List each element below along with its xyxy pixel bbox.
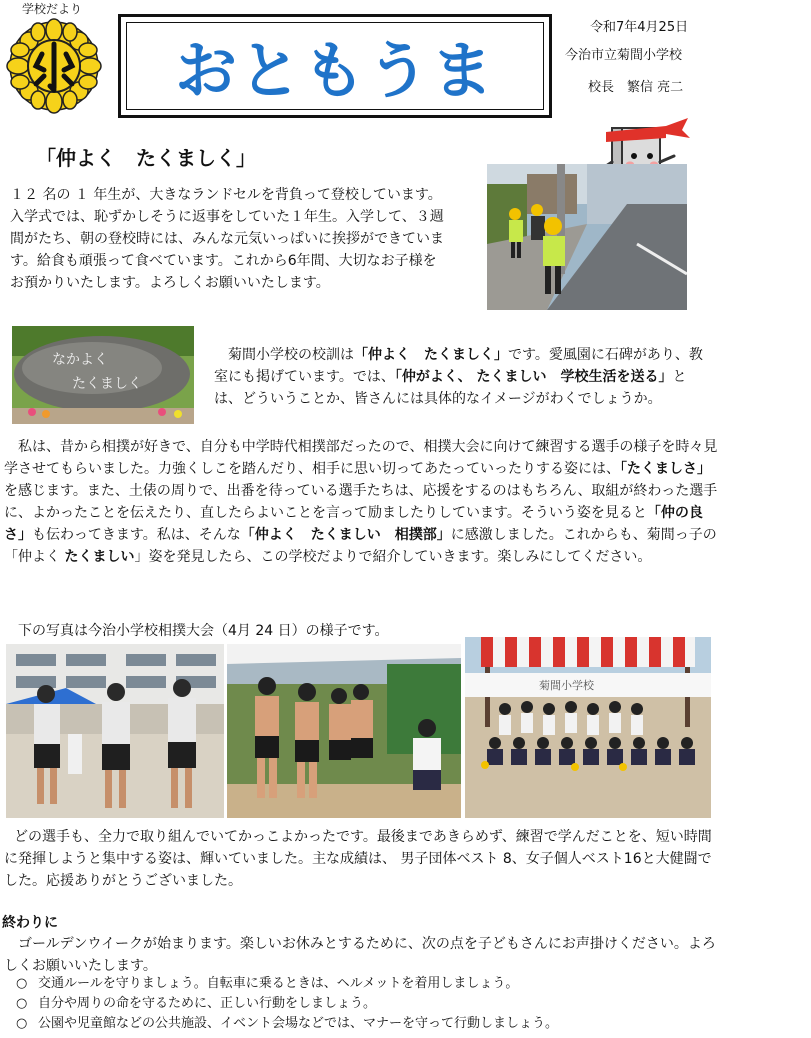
closing-heading: 終わりに [2,915,58,931]
paragraph-first-graders: １２ 名の １ 年生が、大きなランドセルを背負って登校しています。入学式では、恥ずかしそうに返事をしていた１年生。入学して、３週間がたち、朝の登校時には、みんな元気いっぱいに挨拶ができています。給食も頑張って食べています。これから6年間、大切なお子様をお預かりいたします。よろしくお願いいたします。 [10,187,444,291]
photo-stone-monument [12,326,194,424]
photo-sumo-boys [227,644,461,818]
list-item: ○ 公園や児童館などの公共施設、イベント会場などでは、マナーを守って行動しましょう。 [16,1014,716,1034]
bullet-circle-icon: ○ [16,976,28,991]
school-emblem-icon [6,18,102,114]
tent-banner-text: 菊間小学校 [539,679,594,692]
paragraph-golden-week: ゴールデンウイークが始まります。楽しいお休みとするために、次の点を子どもさんにお声掛けください。よろしくお願いいたします。 [4,936,716,974]
list-item: ○ 自分や周りの命を守るために、正しい行動をしましょう。 [16,994,716,1014]
paragraph-results: どの選手も、全力で取り組んでいてかっこよかったです。最後まであきらめず、練習で学んだことを、短い時間に発揮しようと集中する姿は、輝いていました。主な成績は、 男子団体ベスト 8、女子個人ベスト16と大健闘でした。応援ありがとうございました。 [4,829,712,889]
photo-sumo-girls [6,644,224,818]
headline: 「仲よく たくましく」 [36,146,256,170]
svg-text:たくましく: たくましく [72,376,142,392]
issue-date: 令和7年4月25日 [590,20,689,35]
bullet-circle-icon: ○ [16,1016,28,1031]
paragraph-school-motto: 菊間小学校の校訓は「仲よく たくましく」です。愛風園に石碑があり、教室にも掲げています。では、「仲がよく、 たくましい 学校生活を送る」とは、どういうことか、皆さんには具体的なイメージがわくでしょうか。 [214,347,703,407]
newsletter-title-box [118,14,552,118]
list-item: ○ 交通ルールを守りましょう。自転車に乗るときは、ヘルメットを着用しましょう。 [16,974,716,994]
newsletter-series-label: 学校だより [22,2,83,16]
photo-first-graders-walking [487,164,687,310]
bullet-circle-icon: ○ [16,996,28,1011]
newsletter-title: おともうま [174,34,495,107]
paragraph-photo-caption: 下の写真は今治小学校相撲大会（4月 24 日）の様子です。 [18,623,389,639]
paragraph-sumo-club: 私は、昔から相撲が好きで、自分も中学時代相撲部だったので、相撲大会に向けて練習する選手の様子を時々見学させてもらいました。力強くしこを踏んだり、相手に思い切ってあたっていったりする姿には、「たくましさ」を感じます。また、土俵の周りで、出番を待っている選手たちは、応援をするのはもちろん、取組が終わった選手に、よかったことを伝えたり、直したらよいことを言って励ましたりしています。そういう姿を見ると「仲の良さ」も伝わってきます。私は、そんな「仲よく たくましい 相撲部」に感激しました。これからも、菊間っ子の「仲よく たくましい」姿を発見したら、この学校だよりで紹介していきます。楽しみにしてください。 [4,439,718,565]
school-name: 今治市立菊間小学校 [565,48,683,63]
principal-name: 校長 繁信 亮二 [588,80,684,95]
svg-text:なかよく: なかよく [52,352,108,368]
photo-sumo-team-group [465,637,711,818]
safety-reminder-list [16,974,716,1034]
